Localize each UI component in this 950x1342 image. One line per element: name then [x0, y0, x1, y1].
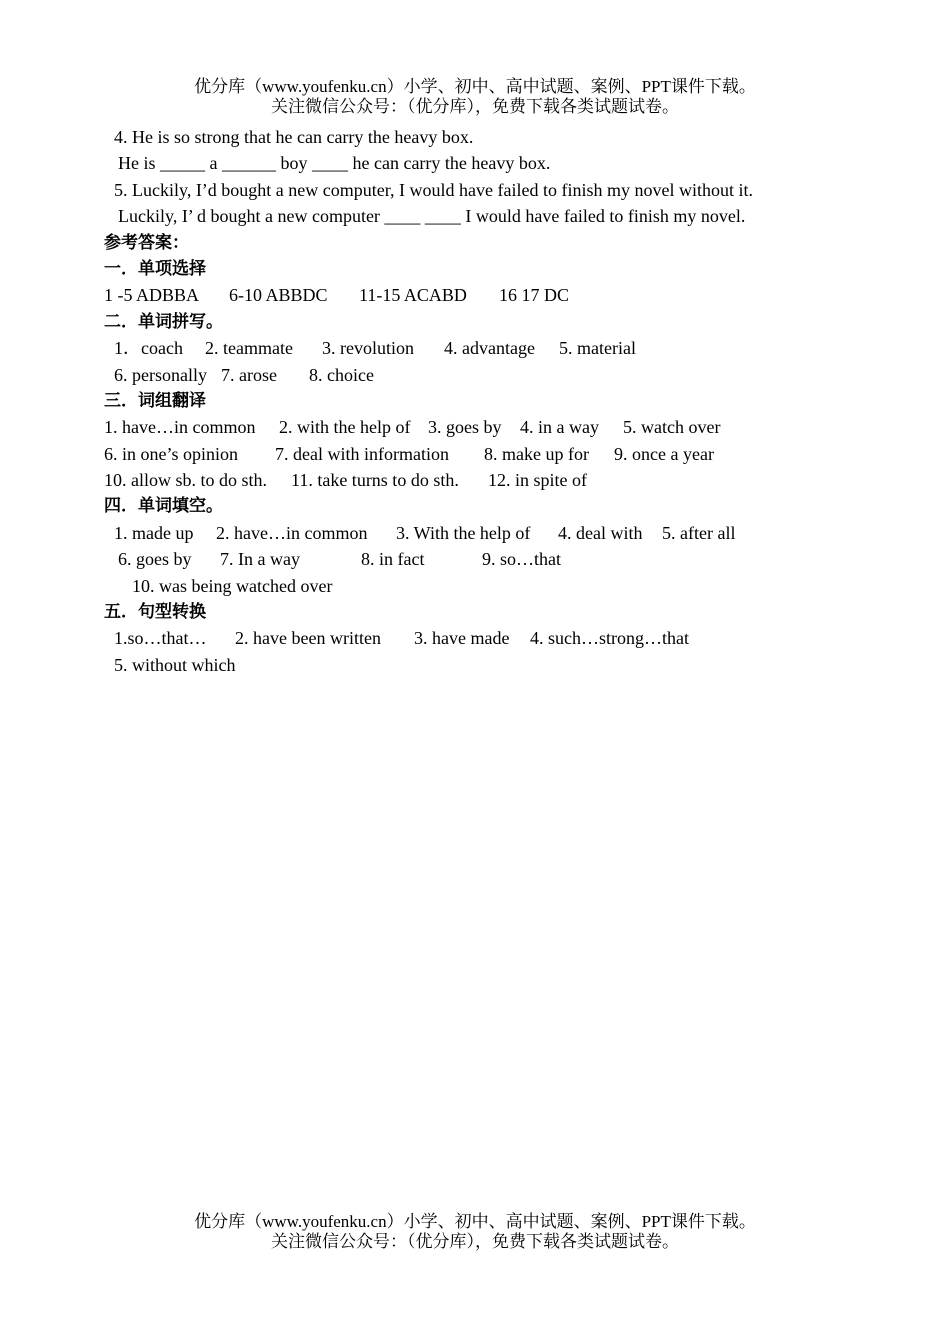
answer-item: 1 -5 ADBBA	[104, 285, 200, 306]
section1-answers	[104, 282, 844, 308]
answer-item: 2. have been written	[235, 628, 381, 649]
answer-item: 9. once a year	[614, 443, 714, 464]
section5-row2	[104, 652, 844, 678]
answer-item: 1. made up	[114, 522, 194, 543]
answer-item: 16 17 DC	[499, 285, 570, 306]
section1-heading: 一．单项选择	[104, 258, 206, 279]
section4-row3	[104, 573, 844, 599]
answer-item: 4. such…strong…that	[530, 628, 689, 649]
section5-heading: 五．句型转换	[104, 602, 206, 623]
answer-item: 6. personally	[114, 364, 207, 385]
q4-rewrite: He is _____ a ______ boy ____ he can carry the heavy box.	[118, 153, 551, 174]
footer-line-2: 关注微信公众号：（优分库），免费下载各类试题试卷。	[271, 1232, 679, 1251]
section3-row1	[104, 414, 844, 440]
answer-item: 7. arose	[221, 364, 277, 385]
answer-item: 8. make up for	[484, 443, 589, 464]
answer-item: 2. have…in common	[216, 522, 368, 543]
answer-item: 3. revolution	[322, 338, 414, 359]
answer-item: 5. material	[559, 338, 636, 359]
answer-item: 5. without which	[114, 654, 236, 675]
answer-item: 1. have…in common	[104, 417, 256, 438]
answer-item: 8. in fact	[361, 549, 425, 570]
answer-item: 6. goes by	[118, 549, 192, 570]
section2-row1	[104, 335, 844, 361]
answer-item: 9. so…that	[482, 549, 561, 570]
q5-rewrite: Luckily, I’ d bought a new computer ____ ____ I would have failed to finish my novel.	[118, 206, 746, 227]
section4-row1	[104, 520, 844, 546]
document-body	[104, 124, 844, 678]
answer-item: 10. was being watched over	[132, 575, 333, 596]
page-footer	[0, 1212, 950, 1252]
answer-item: 1.so…that…	[114, 628, 207, 649]
answer-item: 3. have made	[414, 628, 510, 649]
answer-item: 4. deal with	[558, 522, 643, 543]
answer-item: 12. in spite of	[488, 470, 587, 491]
section3-heading: 三．词组翻译	[104, 390, 206, 411]
answer-item: 8. choice	[309, 364, 374, 385]
answer-item: 4. advantage	[444, 338, 535, 359]
answer-item: 6-10 ABBDC	[229, 285, 328, 306]
section3-row2	[104, 441, 844, 467]
answer-item: 4. in a way	[520, 417, 599, 438]
answer-item: 3. With the help of	[396, 522, 531, 543]
section3-row3	[104, 467, 844, 493]
page-header	[0, 77, 950, 117]
section2-row2	[104, 362, 844, 388]
section2-heading: 二．单词拼写。	[104, 311, 223, 332]
footer-line-1: 优分库（www.youfenku.cn）小学、初中、高中试题、案例、PPT课件下载。	[194, 1212, 756, 1231]
answer-item: 2. with the help of	[279, 417, 411, 438]
section5-row1	[104, 625, 844, 651]
answer-item: 11. take turns to do sth.	[291, 470, 459, 491]
answer-item: 1．coach	[114, 338, 183, 359]
answer-item: 5. watch over	[623, 417, 721, 438]
header-line-2: 关注微信公众号：（优分库），免费下载各类试题试卷。	[271, 97, 679, 116]
answer-item: 6. in one’s opinion	[104, 443, 238, 464]
answer-item: 3. goes by	[428, 417, 502, 438]
answer-item: 2. teammate	[205, 338, 293, 359]
header-line-1: 优分库（www.youfenku.cn）小学、初中、高中试题、案例、PPT课件下载。	[194, 77, 756, 96]
answer-item: 7. In a way	[220, 549, 300, 570]
section4-row2	[104, 546, 844, 572]
answers-title: 参考答案：	[104, 232, 189, 253]
answer-item: 7. deal with information	[275, 443, 449, 464]
answer-item: 10. allow sb. to do sth.	[104, 470, 268, 491]
section4-heading: 四．单词填空。	[104, 496, 223, 517]
q5-original: 5. Luckily, I’d bought a new computer, I would have failed to finish my novel without it.	[114, 179, 753, 200]
q4-original: 4. He is so strong that he can carry the heavy box.	[114, 127, 474, 147]
answer-item: 11-15 ACABD	[359, 285, 467, 306]
answer-item: 5. after all	[662, 522, 736, 543]
